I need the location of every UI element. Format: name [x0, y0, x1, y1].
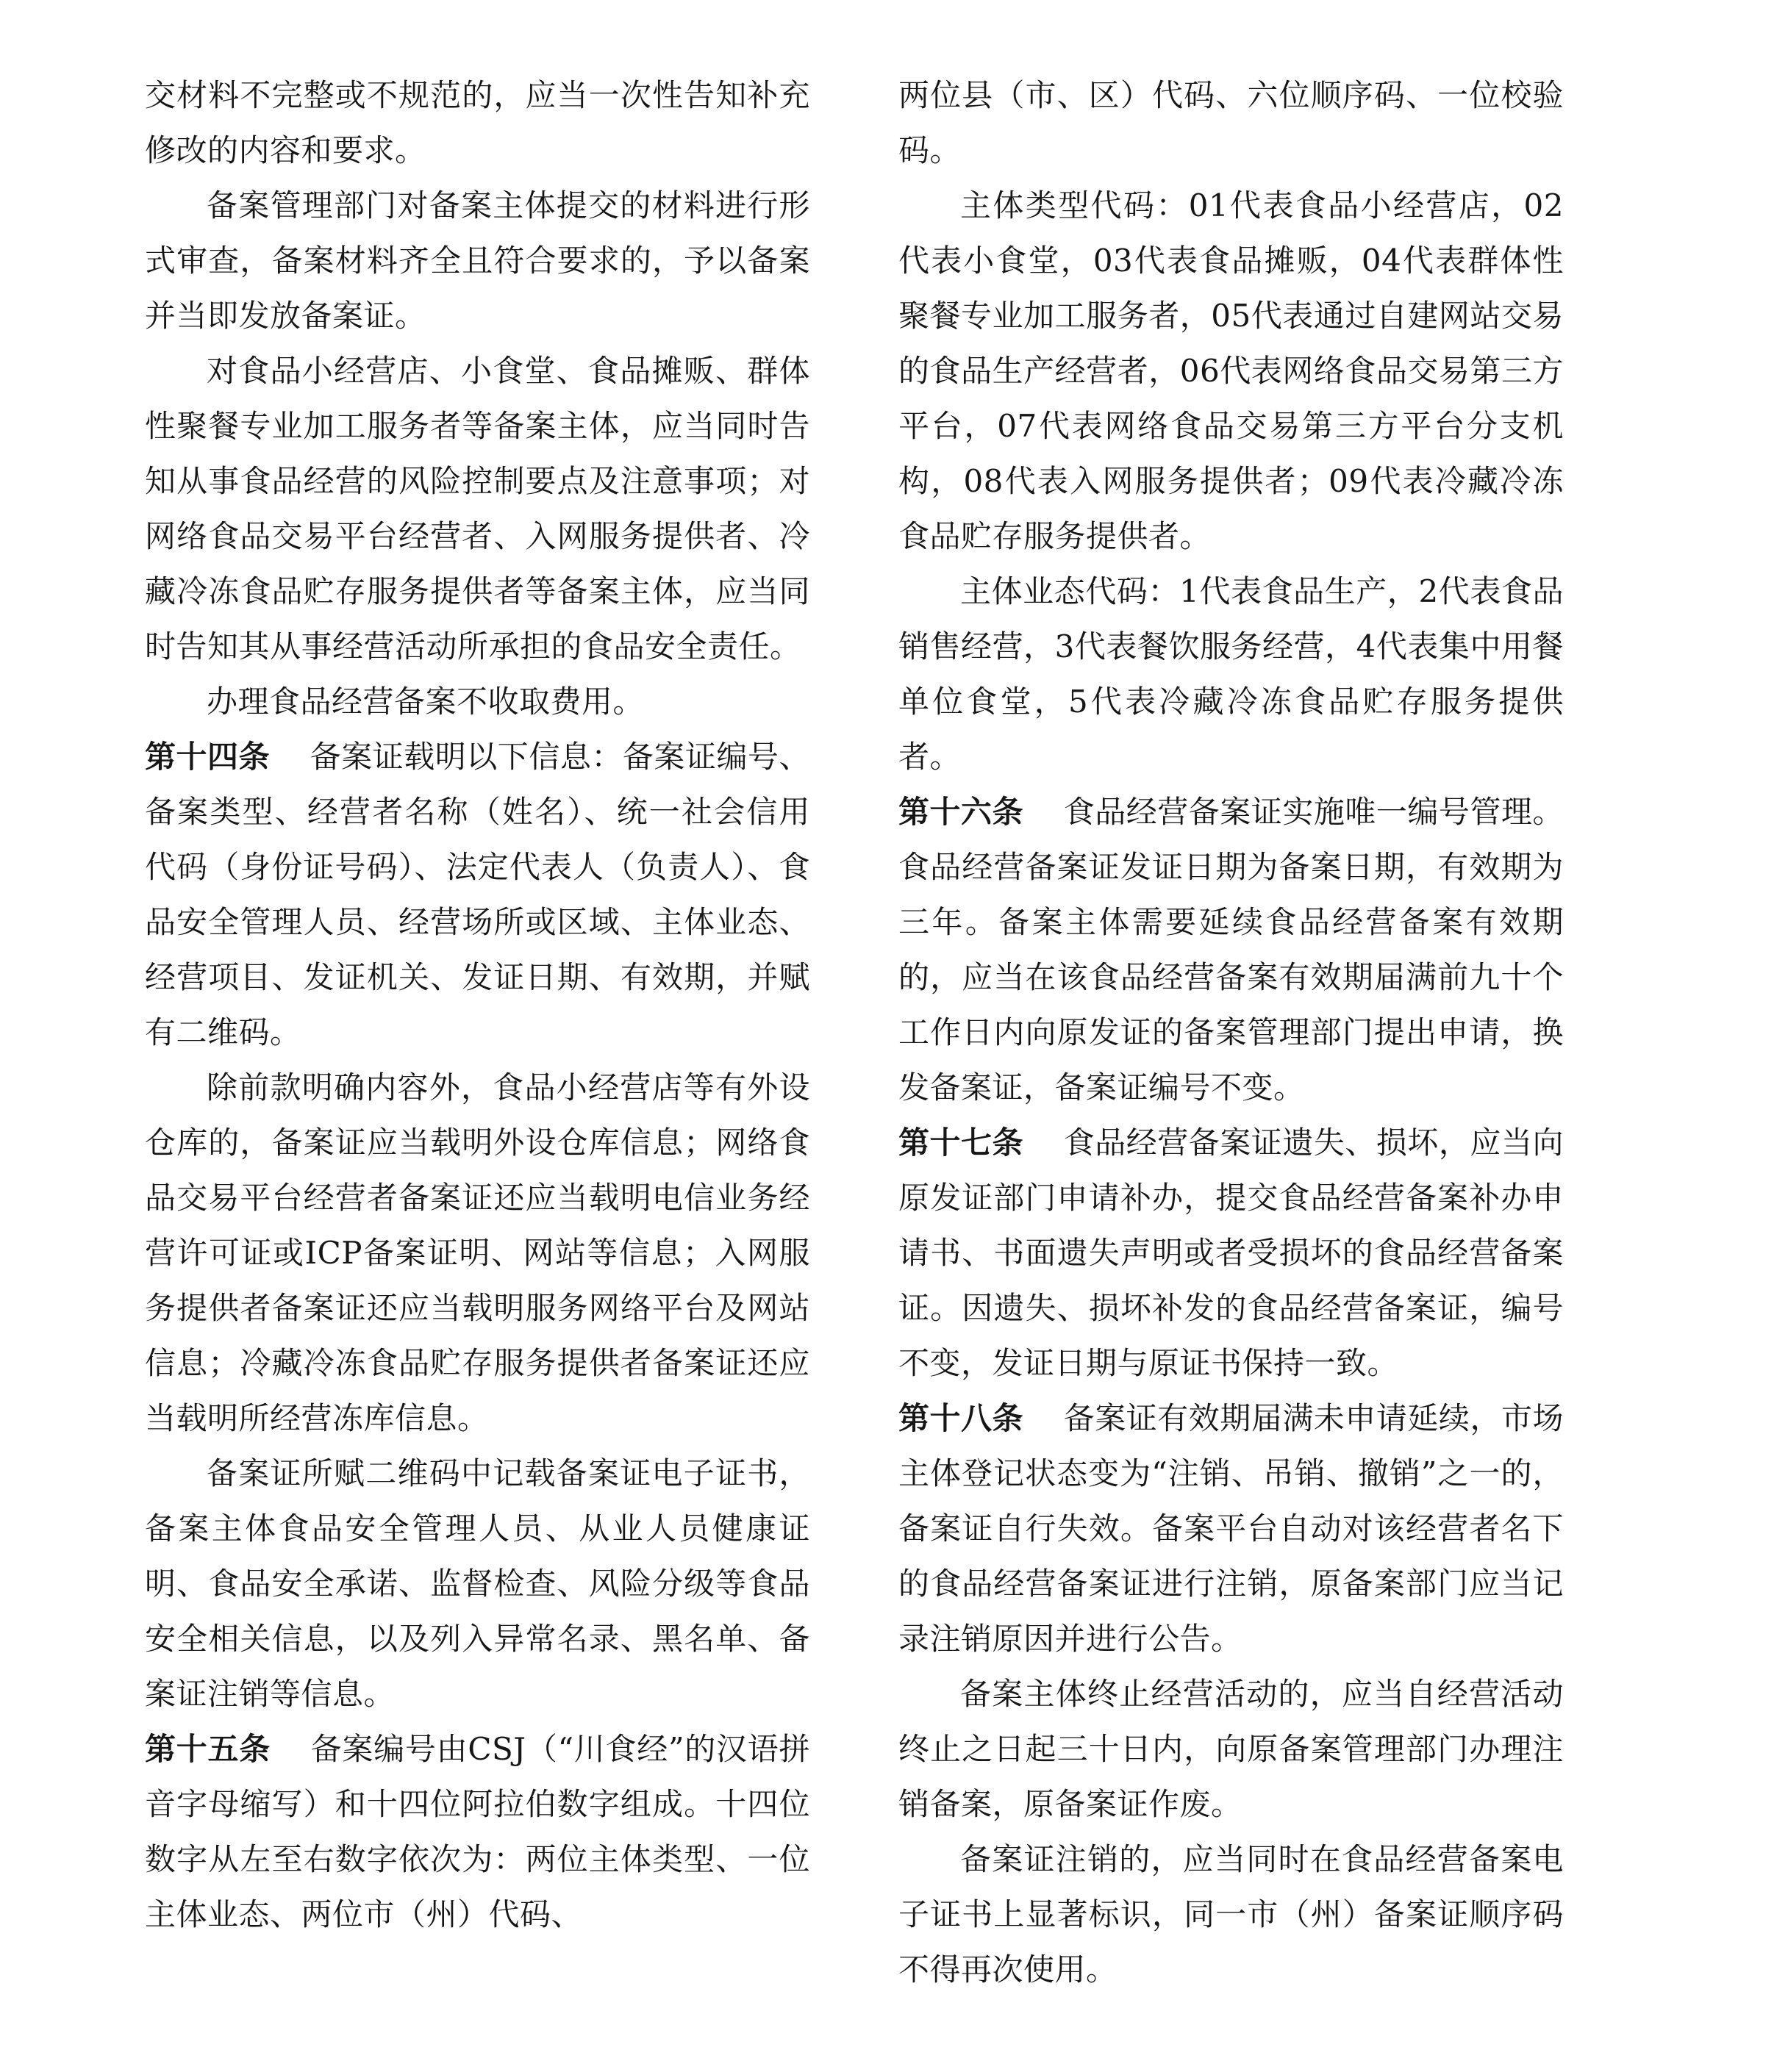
- paragraph-formal-review: 备案管理部门对备案主体提交的材料进行形式审查，备案材料齐全且符合要求的，予以备案并当即发放备案证。: [145, 187, 810, 334]
- left-column: [145, 68, 810, 1942]
- paragraph-cancellation-mark: 备案证注销的，应当同时在食品经营备案电子证书上显著标识，同一市（州）备案证顺序码不得再次使用。: [898, 1841, 1564, 1987]
- paragraph-continuation: 交材料不完整或不规范的，应当一次性告知补充修改的内容和要求。: [145, 77, 810, 168]
- article-17: [898, 1115, 1564, 1391]
- paragraph-qr-code: 备案证所赋二维码中记载备案证电子证书，备案主体食品安全管理人员、从业人员健康证明、食品安全承诺、监督检查、风险分级等食品安全相关信息，以及列入异常名录、黑名单、备案证注销等信息。: [145, 1455, 810, 1712]
- right-column: [898, 68, 1564, 1997]
- paragraph-no-fee: 办理食品经营备案不收取费用。: [207, 684, 645, 720]
- article-16-heading: 第十六条: [898, 794, 1024, 830]
- article-15-heading: 第十五条: [145, 1731, 271, 1767]
- article-16-body: 食品经营备案证实施唯一编号管理。食品经营备案证发证日期为备案日期，有效期为三年。备案主体需要延续食品经营备案有效期的，应当在该食品经营备案有效期届满前九十个工作日内向原发证的备案管理部门提出申请，换发备案证，备案证编号不变。: [898, 794, 1564, 1105]
- article-18: [898, 1391, 1564, 1666]
- article-15-body: 备案编号由CSJ（“川食经”的汉语拼音字母缩写）和十四位阿拉伯数字组成。十四位数字从左至右数字依次为：两位主体类型、一位主体业态、两位市（州）代码、: [145, 1731, 810, 1932]
- paragraph-termination: 备案主体终止经营活动的，应当自经营活动终止之日起三十日内，向原备案管理部门办理注销备案，原备案证作废。: [898, 1676, 1564, 1822]
- article-16: [898, 784, 1564, 1115]
- article-14: [145, 729, 810, 1060]
- article-17-body: 食品经营备案证遗失、损坏，应当向原发证部门申请补办，提交食品经营备案补办申请书、书面遗失声明或者受损坏的食品经营备案证。因遗失、损坏补发的食品经营备案证，编号不变，发证日期与原证书保持一致。: [898, 1125, 1564, 1381]
- paragraph-risk-notice: 对食品小经营店、小食堂、食品摊贩、群体性聚餐专业加工服务者等备案主体，应当同时告知从事食品经营的风险控制要点及注意事项；对网络食品交易平台经营者、入网服务提供者、冷藏冷冻食品贮存服务提供者等备案主体，应当同时告知其从事经营活动所承担的食品安全责任。: [145, 353, 810, 664]
- article-17-heading: 第十七条: [898, 1125, 1024, 1161]
- paragraph-code-continuation: 两位县（市、区）代码、六位顺序码、一位校验码。: [898, 77, 1564, 168]
- article-14-heading: 第十四条: [145, 739, 271, 775]
- article-18-body: 备案证有效期届满未申请延续，市场主体登记状态变为“注销、吊销、撤销”之一的，备案证自行失效。备案平台自动对该经营者名下的食品经营备案证进行注销，原备案部门应当记录注销原因并进行公告。: [898, 1400, 1564, 1657]
- article-14-body: 备案证载明以下信息：备案证编号、备案类型、经营者名称（姓名）、统一社会信用代码（身份证号码）、法定代表人（负责人）、食品安全管理人员、经营场所或区域、主体业态、经营项目、发证机关、发证日期、有效期，并赋有二维码。: [145, 739, 810, 1050]
- paragraph-subject-type-codes: 主体类型代码：01代表食品小经营店，02代表小食堂，03代表食品摊贩，04代表群体性聚餐专业加工服务者，05代表通过自建网站交易的食品生产经营者，06代表网络食品交易第三方平台，07代表网络食品交易第三方平台分支机构，08代表入网服务提供者；09代表冷藏冷冻食品贮存服务提供者。: [898, 187, 1564, 554]
- article-15: [145, 1721, 810, 1942]
- article-18-heading: 第十八条: [898, 1400, 1024, 1436]
- paragraph-business-format-codes: 主体业态代码：1代表食品生产，2代表食品销售经营，3代表餐饮服务经营，4代表集中用餐单位食堂，5代表冷藏冷冻食品贮存服务提供者。: [898, 573, 1564, 775]
- paragraph-warehouse-info: 除前款明确内容外，食品小经营店等有外设仓库的，备案证应当载明外设仓库信息；网络食品交易平台经营者备案证还应当载明电信业务经营许可证或ICP备案证明、网站等信息；入网服务提供者备案证还应当载明服务网络平台及网站信息；冷藏冷冻食品贮存服务提供者备案证还应当载明所经营冻库信息。: [145, 1069, 810, 1436]
